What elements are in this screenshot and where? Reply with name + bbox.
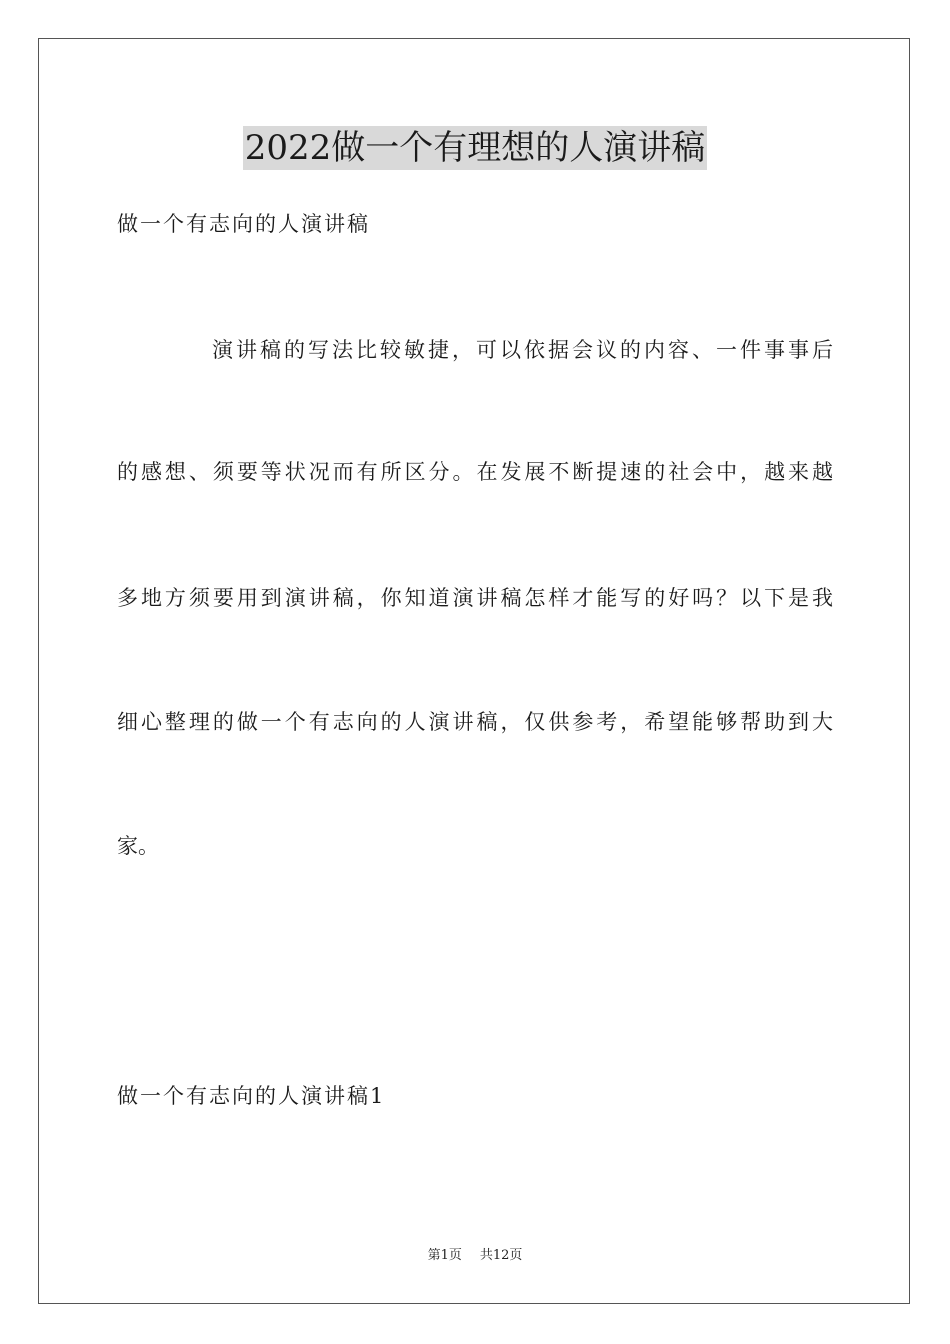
document-subtitle: 做一个有志向的人演讲稿 <box>117 212 370 236</box>
paragraph-line-4: 细心整理的做一个有志向的人演讲稿，仅供参考，希望能够帮助到大 <box>117 710 833 734</box>
paragraph-line-1: 演讲稿的写法比较敏捷，可以依据会议的内容、一件事事后 <box>212 338 833 362</box>
paragraph-line-2: 的感想、须要等状况而有所区分。在发展不断提速的社会中，越来越 <box>117 460 833 484</box>
document-title <box>0 126 950 170</box>
page-number-current: 第1页 <box>427 1248 462 1263</box>
section-heading: 做一个有志向的人演讲稿1 <box>117 1084 386 1108</box>
paragraph-line-5: 家。 <box>117 834 159 858</box>
page-number-total: 共12页 <box>479 1248 523 1263</box>
document-title-text: 2022做一个有理想的人演讲稿 <box>244 128 706 168</box>
paragraph-line-3: 多地方须要用到演讲稿，你知道演讲稿怎样才能写的好吗？以下是我 <box>117 586 833 610</box>
page-footer <box>0 1246 950 1266</box>
